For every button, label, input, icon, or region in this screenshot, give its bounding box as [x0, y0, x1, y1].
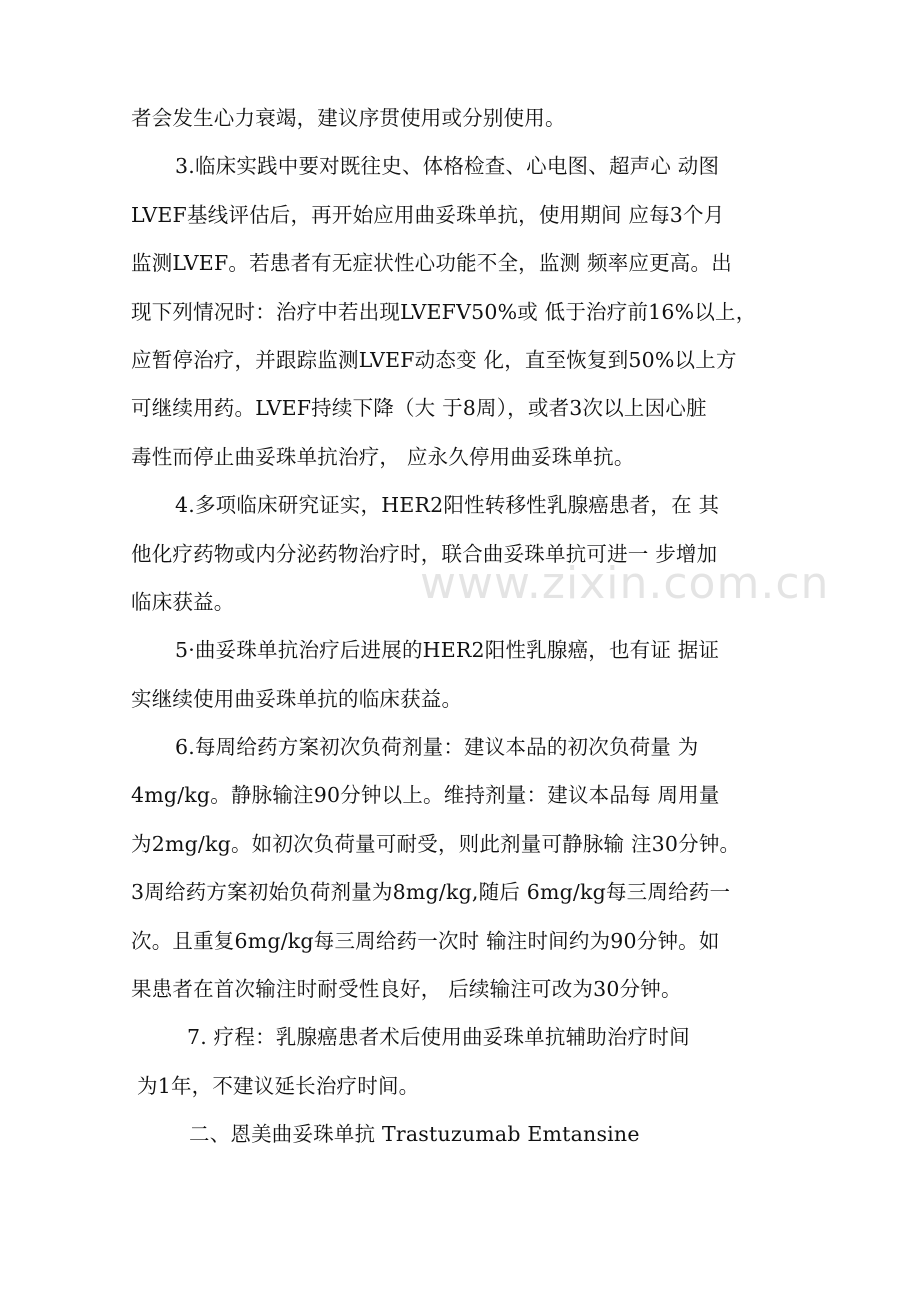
text-line: 临床获益。 [131, 589, 235, 614]
text-line: 者会发生心力衰竭，建议序贯使用或分别使用。 [131, 106, 566, 130]
text-line: 现下列情况时：治疗中若出现LVEFV50%或 低于治疗前16%以上， [131, 299, 757, 324]
section-heading: 二、恩美曲妥珠单抗 Trastuzumab Emtansine [189, 1122, 640, 1147]
watermark: www.zixin.com.cn [420, 558, 830, 609]
text-line: 4mg/kg。静脉输注90分钟以上。维持剂量：建议本品每 周用量 [131, 783, 720, 808]
text-line: 他化疗药物或内分泌药物治疗时，联合曲妥珠单抗可进一 步增加 [131, 541, 718, 566]
text-line: 7. 疗程：乳腺癌患者术后使用曲妥珠单抗辅助治疗时间 [187, 1025, 690, 1050]
text-line: 3周给药方案初始负荷剂量为8mg/kg,随后 6mg/kg每三周给药一 [131, 880, 731, 905]
text-line: 为2mg/kg。如初次负荷量可耐受，则此剂量可静脉输 注30分钟。 [131, 831, 741, 856]
text-line: 毒性而停止曲妥珠单抗治疗， 应永久停用曲妥珠单抗。 [131, 444, 635, 469]
text-line: 监测LVEF。若患者有无症状性心功能不全，监测 频率应更高。出 [131, 251, 732, 276]
text-line: 6.每周给药方案初次负荷剂量：建议本品的初次负荷量 为 [175, 735, 699, 760]
text-line: LVEF基线评估后，再开始应用曲妥珠单抗，使用期间 应每3个月 [131, 202, 725, 227]
text-line: 次。且重复6mg/kg每三周给药一次时 输注时间约为90分钟。如 [131, 928, 720, 953]
text-line: 果患者在首次输注时耐受性良好， 后续输注可改为30分钟。 [131, 977, 682, 1002]
document-body [131, 94, 811, 1159]
text-line: 实继续使用曲妥珠单抗的临床获益。 [131, 686, 463, 711]
text-line: 为1年，不建议延长治疗时间。 [137, 1073, 420, 1098]
text-line: 5·曲妥珠单抗治疗后进展的HER2阳性乳腺癌，也有证 据证 [175, 638, 720, 663]
text-line: 可继续用药。LVEF持续下降（大 于8周），或者3次以上因心脏 [131, 396, 707, 421]
text-line: 4.多项临床研究证实，HER2阳性转移性乳腺癌患者，在 其 [175, 493, 720, 518]
text-line: 3.临床实践中要对既往史、体格检查、心电图、超声心 动图 [175, 154, 720, 179]
text-line: 应暂停治疗，并跟踪监测LVEF动态变 化，直至恢复到50%以上方 [131, 347, 737, 372]
